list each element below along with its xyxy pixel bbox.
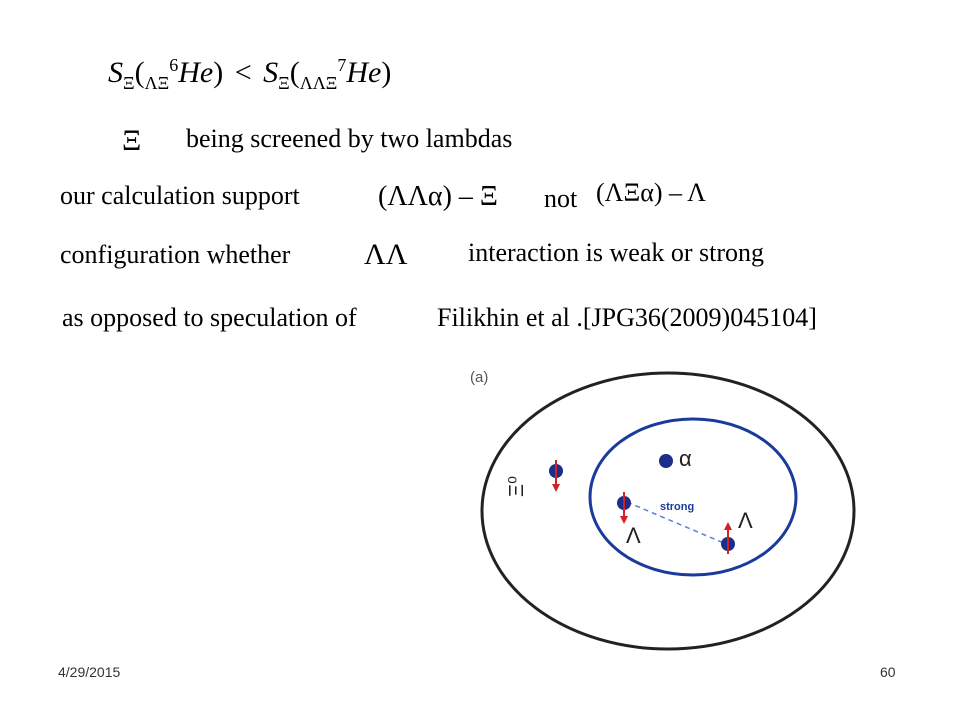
formula-xi-sub1: Ξ bbox=[123, 73, 135, 93]
formula-lt: < bbox=[234, 56, 252, 89]
formula-s1: S bbox=[108, 56, 123, 89]
config-text2: interaction is weak or strong bbox=[468, 238, 765, 267]
formula-lparen2: ( bbox=[289, 56, 300, 89]
formula-sup2: 7 bbox=[337, 55, 347, 75]
support-expr1: (ΛΛα) – Ξ bbox=[378, 181, 498, 212]
xi0-label: Ξ⁰ bbox=[506, 475, 528, 497]
formula-rparen1: ) bbox=[213, 56, 224, 89]
support-expr2: (ΛΞα) – Λ bbox=[596, 178, 706, 207]
alpha-label: α bbox=[679, 446, 692, 471]
xi-symbol: Ξ bbox=[122, 124, 142, 157]
support-text: our calculation support bbox=[60, 181, 300, 210]
support-not: not bbox=[544, 184, 578, 213]
config-lambda-symbol: ΛΛ bbox=[364, 238, 408, 271]
xi-particle bbox=[549, 460, 563, 492]
lambda-particle-right bbox=[721, 522, 735, 554]
lambda-right-label: Λ bbox=[738, 508, 753, 533]
screened-text: being screened by two lambdas bbox=[186, 124, 513, 153]
formula-he1: He bbox=[178, 56, 214, 89]
lambda-particle-left bbox=[617, 492, 631, 524]
formula-lparen1: ( bbox=[134, 56, 145, 89]
formula-he2: He bbox=[346, 56, 382, 89]
figure-panel-label: (a) bbox=[470, 369, 489, 386]
formula-rparen2: ) bbox=[381, 56, 392, 89]
alpha-particle bbox=[659, 454, 673, 468]
formula-xi-sub2: Ξ bbox=[278, 73, 290, 93]
opposed-ref: Filikhin et al .[JPG36(2009)045104] bbox=[437, 303, 817, 332]
footer-page: 60 bbox=[880, 664, 896, 680]
lambda-left-label: Λ bbox=[626, 523, 641, 548]
config-text: configuration whether bbox=[60, 240, 291, 269]
formula-sub1: ΛΞ bbox=[144, 73, 170, 93]
strong-label: strong bbox=[660, 501, 695, 513]
formula-s2: S bbox=[263, 56, 279, 89]
opposed-text: as opposed to speculation of bbox=[62, 303, 357, 332]
formula-sup1: 6 bbox=[169, 55, 179, 75]
footer-date: 4/29/2015 bbox=[58, 664, 121, 680]
formula-sub2: ΛΛΞ bbox=[299, 73, 338, 93]
